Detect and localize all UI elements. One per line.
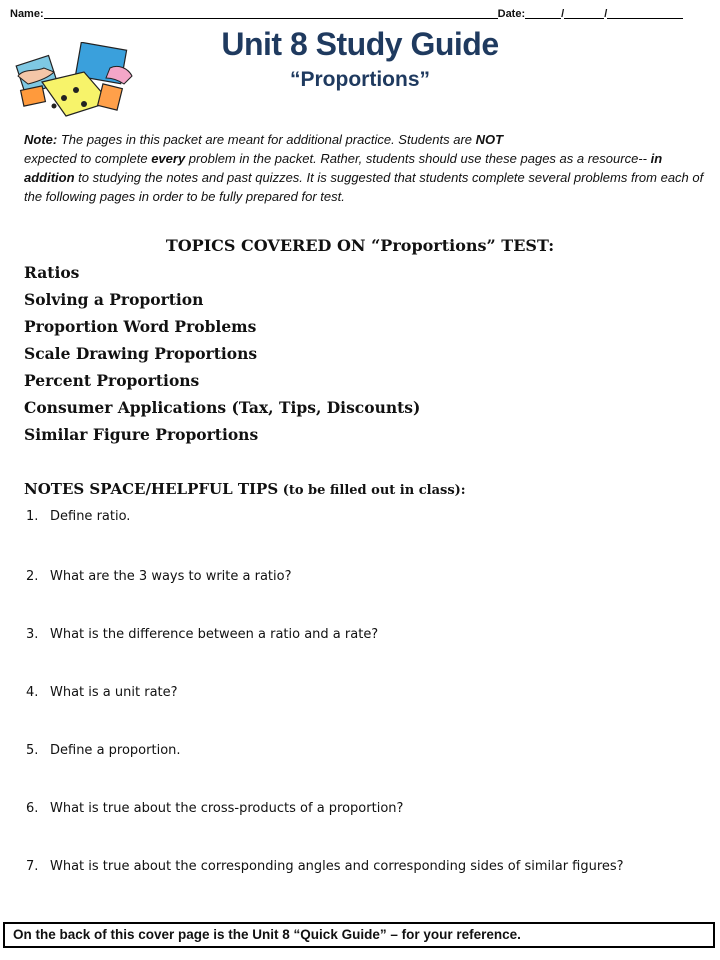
question-item [26, 626, 666, 644]
question-item [26, 742, 666, 760]
date-month-field[interactable] [525, 6, 561, 19]
header-line [10, 6, 718, 24]
question-item [26, 568, 666, 586]
notes-heading-main: NOTES SPACE/HELPFUL TIPS [24, 480, 279, 498]
question-text: Define a proportion. [50, 743, 181, 758]
notes-heading-note: (to be filled out in class): [278, 483, 466, 498]
topic-item: Consumer Applications (Tax, Tips, Discounts) [24, 398, 421, 417]
note-paragraph [24, 130, 714, 206]
question-number: 4. [26, 685, 39, 700]
question-number: 5. [26, 743, 39, 758]
question-text: Define ratio. [50, 509, 131, 524]
question-text: What is a unit rate? [50, 685, 178, 700]
date-separator-1: / [561, 8, 565, 20]
name-field[interactable] [44, 6, 498, 19]
topic-item: Percent Proportions [24, 371, 200, 390]
page-title: Unit 8 Study Guide [221, 26, 499, 62]
question-number: 6. [26, 801, 39, 816]
note-text-2: expected to complete [24, 151, 152, 166]
question-text: What is true about the corresponding angles and corresponding sides of similar figures? [50, 859, 624, 874]
topics-list [24, 262, 420, 451]
footer-note: On the back of this cover page is the Unit 8 “Quick Guide” – for your reference. [3, 922, 715, 948]
topic-item: Similar Figure Proportions [24, 425, 259, 444]
note-text-1: The pages in this packet are meant for additional practice. Students are [57, 132, 476, 147]
date-year-field[interactable] [607, 6, 683, 19]
hands-with-math-symbols-clipart-icon [14, 42, 134, 120]
topic-item: Ratios [24, 263, 80, 282]
topics-heading: TOPICS COVERED ON “Proportions” TEST: [165, 236, 555, 255]
notes-heading [24, 480, 466, 498]
question-text: What is the difference between a ratio and a rate? [50, 627, 379, 642]
question-item [26, 684, 666, 702]
question-number: 1. [26, 509, 39, 524]
question-number: 2. [26, 569, 39, 584]
date-separator-2: / [604, 8, 608, 20]
note-emphasis-in-addition: in addition [24, 151, 663, 185]
note-text-4: to studying the notes and past quizzes. It is suggested that students complete several problems from each of the following pages in order to be fully prepared for test. [24, 170, 704, 204]
note-emphasis-every: every [151, 151, 186, 166]
note-body [24, 149, 714, 206]
question-text: What is true about the cross-products of a proportion? [50, 801, 404, 816]
topic-item: Scale Drawing Proportions [24, 344, 258, 363]
page-subtitle: “Proportions” [290, 68, 430, 91]
note-lead: Note: [24, 132, 58, 147]
question-number: 7. [26, 859, 39, 874]
question-item [26, 800, 666, 818]
note-emphasis-not: NOT [475, 132, 504, 147]
topic-item: Solving a Proportion [24, 290, 204, 309]
topic-item: Proportion Word Problems [24, 317, 257, 336]
date-label: Date: [497, 8, 526, 20]
question-item [26, 508, 666, 526]
question-item [26, 858, 666, 876]
date-day-field[interactable] [564, 6, 604, 19]
name-label: Name: [10, 8, 44, 20]
question-number: 3. [26, 627, 39, 642]
note-text-3: problem in the packet. Rather, students should use these pages as a resource-- [185, 151, 651, 166]
note-line-1 [24, 130, 714, 149]
question-text: What are the 3 ways to write a ratio? [50, 569, 292, 584]
